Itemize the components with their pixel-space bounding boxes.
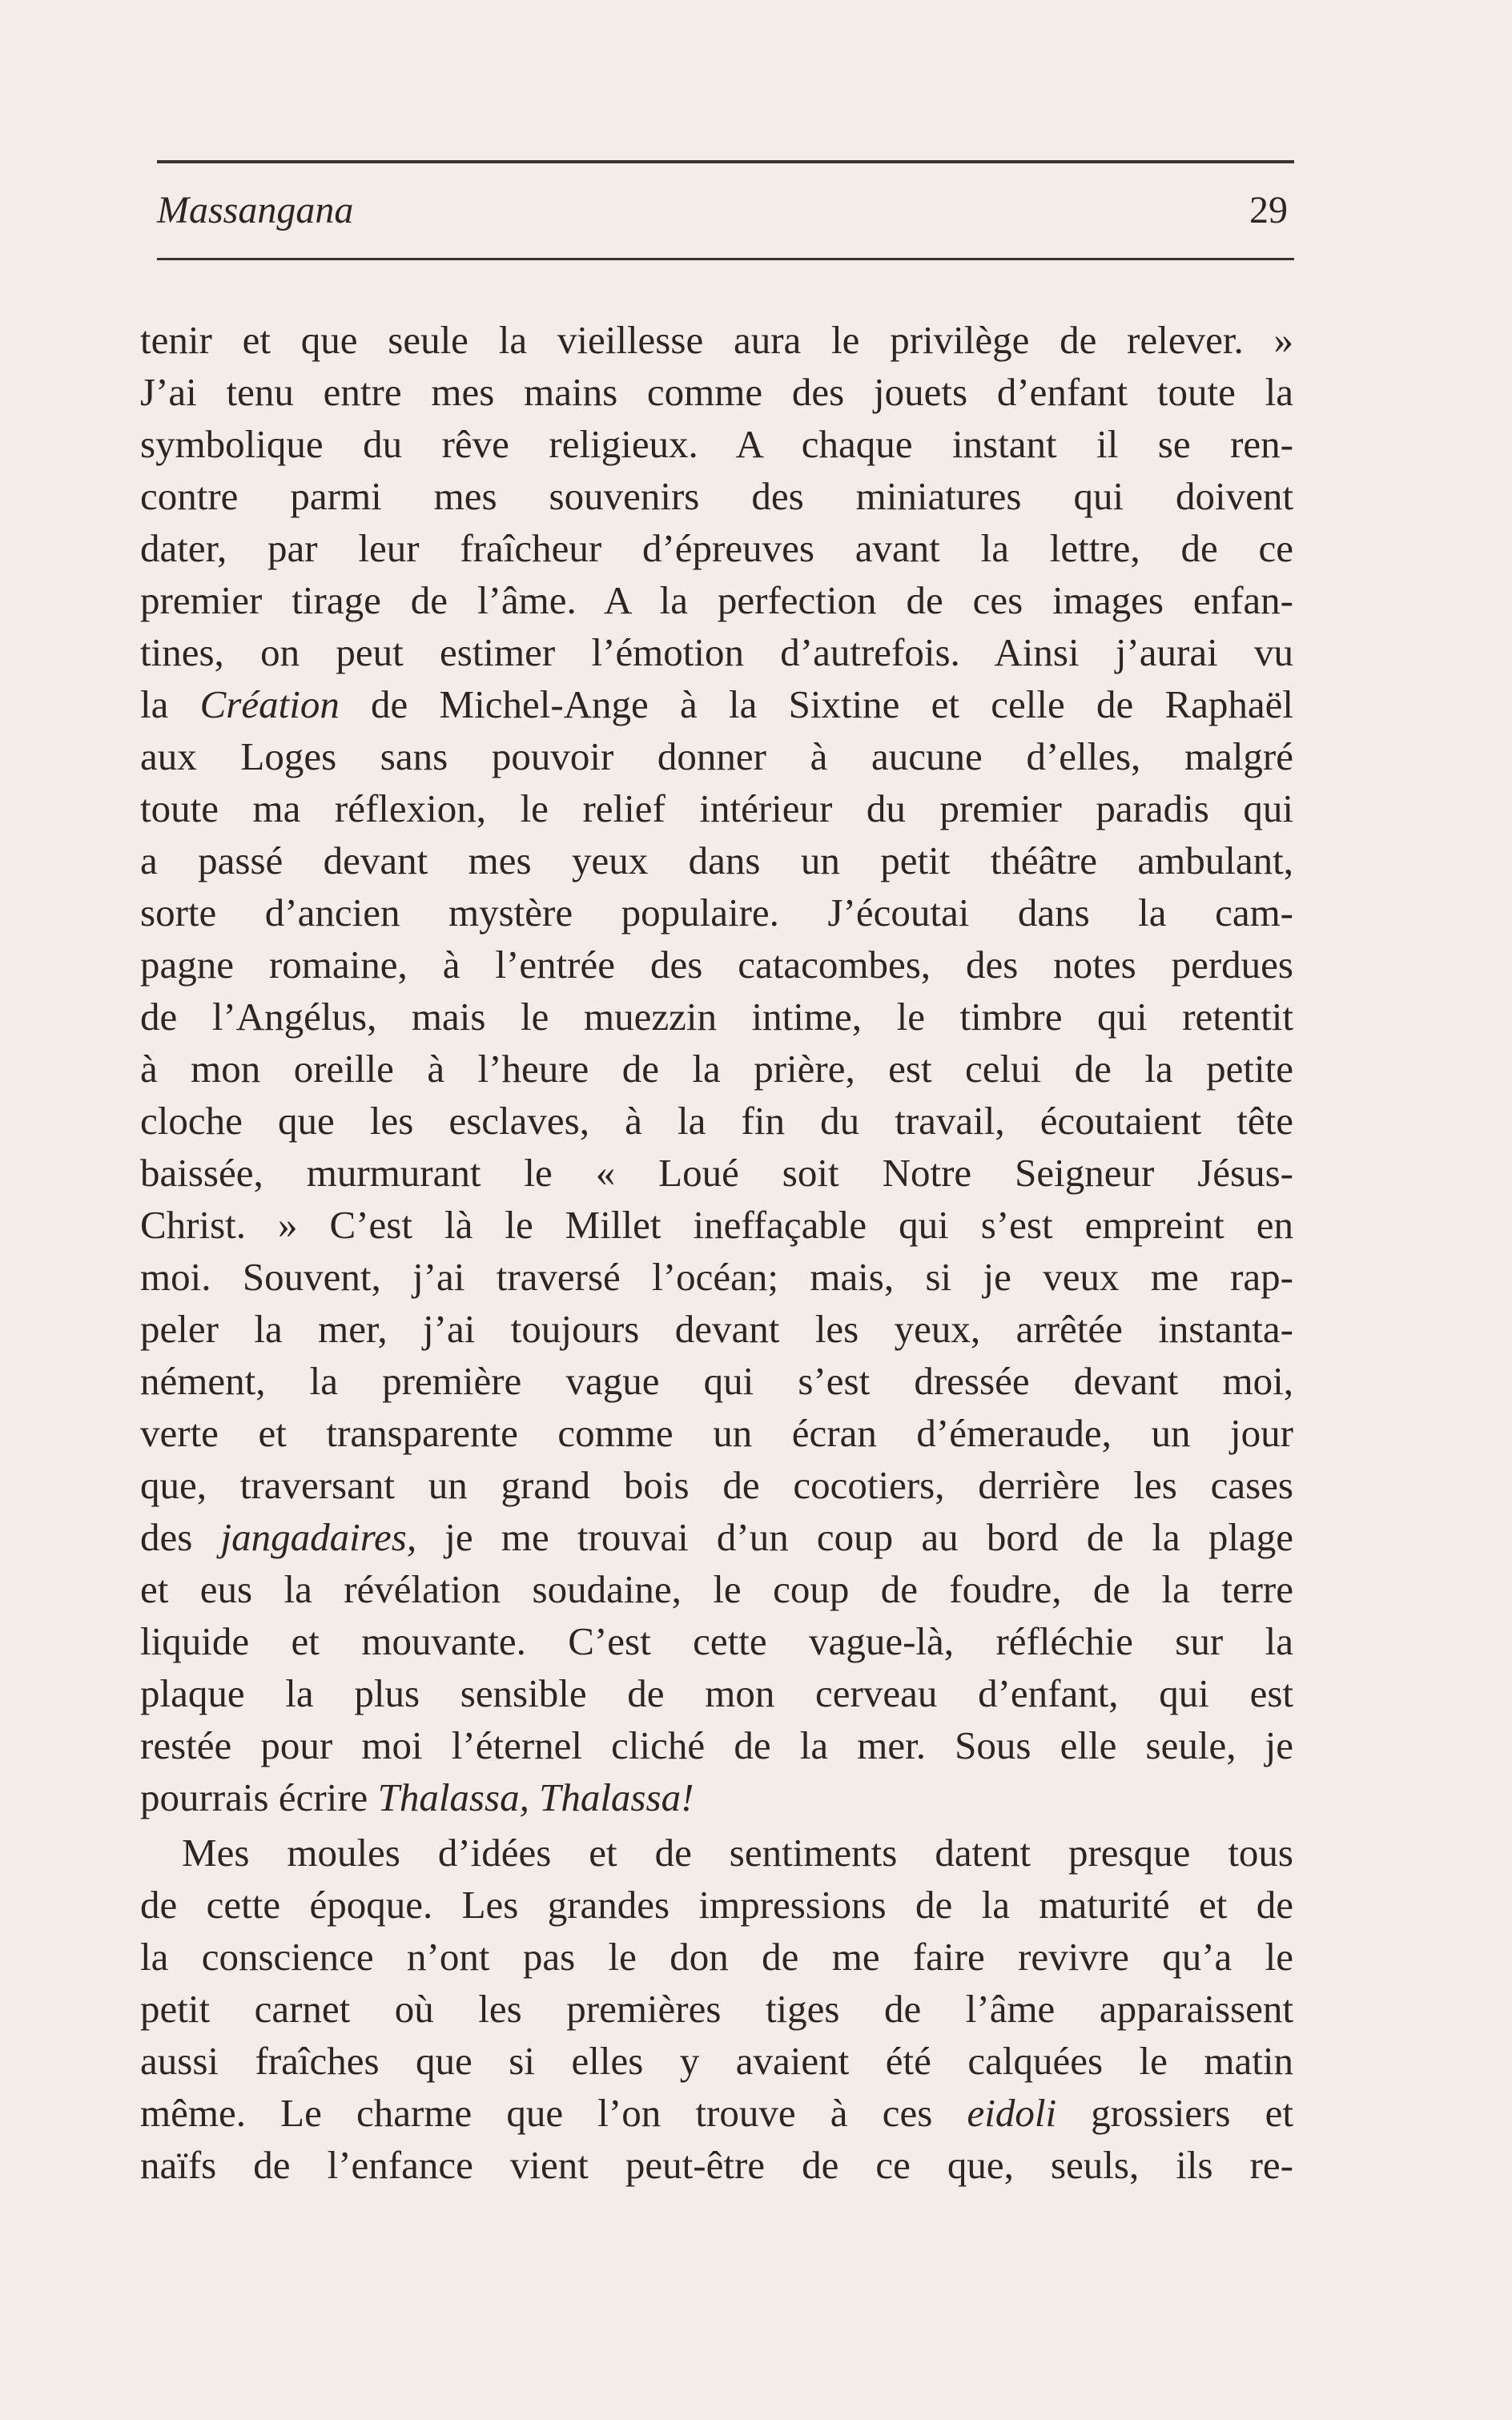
italic-text: eidoli [967, 2091, 1057, 2135]
text-segment: contre parmi mes souvenirs des miniatures qui doivent [140, 474, 1293, 518]
text-line [140, 574, 1293, 626]
text-line [140, 1303, 1293, 1355]
text-line [140, 1355, 1293, 1407]
text-segment: tines, on peut estimer l’émotion d’autrefois. Ainsi j’aurai vu [140, 630, 1293, 674]
header-rule-bottom [157, 258, 1294, 260]
text-line [140, 1511, 1293, 1563]
text-line [140, 834, 1293, 886]
text-line [140, 2087, 1293, 2139]
text-segment: restée pour moi l’éternel cliché de la mer. Sous elle seule, je [140, 1723, 1293, 1767]
text-segment: tenir et que seule la vieillesse aura le privilège de relever. » [140, 318, 1293, 362]
text-segment: de cette époque. Les grandes impressions de la maturité et de [140, 1883, 1293, 1927]
text-segment: de l’Angélus, mais le muezzin intime, le timbre qui retentit [140, 995, 1293, 1039]
text-line [140, 366, 1293, 418]
text-line [140, 626, 1293, 678]
text-segment: la [140, 682, 200, 726]
text-segment: grossiers et [1056, 2091, 1293, 2135]
text-line [140, 991, 1293, 1043]
text-segment: pagne romaine, à l’entrée des catacombes, des notes perdues [140, 943, 1293, 987]
text-line [140, 314, 1293, 366]
text-segment: la conscience n’ont pas le don de me faire revivre qu’a le [140, 1935, 1293, 1979]
text-line [140, 418, 1293, 470]
text-line [140, 1667, 1293, 1719]
text-line [140, 678, 1293, 730]
text-segment: a passé devant mes yeux dans un petit théâtre ambulant, [140, 838, 1293, 882]
text-segment: je me trouvai d’un coup au bord de la plage [416, 1515, 1293, 1559]
text-line [140, 470, 1293, 522]
text-line [140, 1199, 1293, 1251]
text-line [140, 1719, 1293, 1771]
italic-text: Thalassa, Thalassa! [377, 1775, 694, 1819]
text-segment: cloche que les esclaves, à la fin du travail, écoutaient tête [140, 1099, 1293, 1143]
text-line [140, 522, 1293, 574]
text-segment: dater, par leur fraîcheur d’épreuves avant la lettre, de ce [140, 526, 1293, 570]
text-segment: naïfs de l’enfance vient peut-être de ce que, seuls, ils re- [140, 2143, 1293, 2187]
text-line [140, 1043, 1293, 1095]
text-line [140, 730, 1293, 782]
running-title: Massangana [157, 189, 354, 231]
text-segment: aussi fraîches que si elles y avaient été calquées le matin [140, 2039, 1293, 2083]
text-segment: pourrais écrire [140, 1775, 378, 1819]
body-text [140, 314, 1293, 2191]
text-line [140, 1147, 1293, 1199]
text-line [140, 782, 1293, 834]
text-segment: peler la mer, j’ai toujours devant les yeux, arrêtée instanta- [140, 1307, 1293, 1351]
page-number: 29 [1249, 189, 1288, 231]
text-segment: à mon oreille à l’heure de la prière, est celui de la petite [140, 1047, 1293, 1091]
text-line [140, 1983, 1293, 2035]
text-line [140, 1563, 1293, 1615]
text-segment: verte et transparente comme un écran d’émeraude, un jour [140, 1411, 1293, 1455]
text-segment: premier tirage de l’âme. A la perfection de ces images enfan- [140, 578, 1293, 622]
text-segment: que, traversant un grand bois de cocotiers, derrière les cases [140, 1463, 1293, 1507]
text-segment: toute ma réflexion, le relief intérieur du premier paradis qui [140, 786, 1293, 830]
text-line [140, 1459, 1293, 1511]
text-segment: plaque la plus sensible de mon cerveau d’enfant, qui est [140, 1671, 1293, 1715]
text-segment: Mes moules d’idées et de sentiments datent presque tous [182, 1831, 1293, 1875]
text-segment: symbolique du rêve religieux. A chaque instant il se ren- [140, 422, 1293, 466]
text-segment: même. Le charme que l’on trouve à ces [140, 2091, 967, 2135]
text-segment: J’ai tenu entre mes mains comme des jouets d’enfant toute la [140, 370, 1293, 414]
text-segment: liquide et mouvante. C’est cette vague-là, réfléchie sur la [140, 1619, 1293, 1663]
text-segment: baissée, murmurant le « Loué soit Notre Seigneur Jésus- [140, 1151, 1293, 1195]
text-line [140, 1879, 1293, 1931]
text-segment: des [140, 1515, 221, 1559]
text-line [140, 2035, 1293, 2087]
text-line [140, 2139, 1293, 2191]
text-segment: aux Loges sans pouvoir donner à aucune d’elles, malgré [140, 734, 1293, 778]
text-segment: et eus la révélation soudaine, le coup de foudre, de la terre [140, 1567, 1293, 1611]
text-segment: petit carnet où les premières tiges de l’âme apparaissent [140, 1987, 1293, 2031]
text-segment: de Michel-Ange à la Sixtine et celle de Raphaël [339, 682, 1293, 726]
italic-text: jangadaires, [220, 1515, 417, 1559]
header-rule-top [157, 160, 1294, 163]
text-line [140, 1931, 1293, 1983]
text-line [140, 1827, 1293, 1879]
running-head [157, 183, 1294, 239]
text-segment: sorte d’ancien mystère populaire. J’écoutai dans la cam- [140, 890, 1293, 935]
text-line [140, 1251, 1293, 1303]
text-line [140, 1771, 1293, 1823]
italic-text: Création [199, 682, 340, 726]
text-segment: nément, la première vague qui s’est dressée devant moi, [140, 1359, 1293, 1403]
text-segment: Christ. » C’est là le Millet ineffaçable qui s’est empreint en [140, 1203, 1293, 1247]
text-line [140, 886, 1293, 939]
text-line [140, 1615, 1293, 1667]
text-line [140, 1407, 1293, 1459]
text-segment: moi. Souvent, j’ai traversé l’océan; mais, si je veux me rap- [140, 1255, 1293, 1299]
text-line [140, 1095, 1293, 1147]
text-line [140, 939, 1293, 991]
